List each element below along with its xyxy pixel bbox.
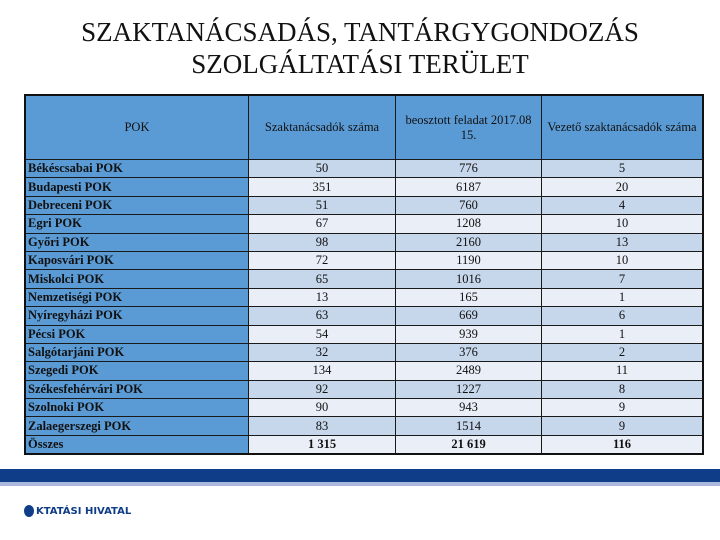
value-cell: 4 bbox=[542, 196, 704, 214]
value-cell: 376 bbox=[396, 343, 542, 361]
value-cell: 83 bbox=[249, 417, 396, 435]
value-cell: 9 bbox=[542, 399, 704, 417]
value-cell: 1227 bbox=[396, 380, 542, 398]
value-cell: 63 bbox=[249, 307, 396, 325]
table-row bbox=[25, 196, 703, 214]
table-row bbox=[25, 178, 703, 196]
table-row bbox=[25, 233, 703, 251]
pok-name-cell: Szegedi POK bbox=[25, 362, 249, 380]
value-cell: 92 bbox=[249, 380, 396, 398]
pok-name-cell: Kaposvári POK bbox=[25, 251, 249, 269]
value-cell: 165 bbox=[396, 288, 542, 306]
value-cell: 669 bbox=[396, 307, 542, 325]
value-cell: 9 bbox=[542, 417, 704, 435]
value-cell: 72 bbox=[249, 251, 396, 269]
table-row bbox=[25, 380, 703, 398]
value-cell: 65 bbox=[249, 270, 396, 288]
pok-name-cell: Békéscsabai POK bbox=[25, 160, 249, 178]
value-cell: 20 bbox=[542, 178, 704, 196]
value-cell: 1208 bbox=[396, 215, 542, 233]
value-cell: 13 bbox=[542, 233, 704, 251]
table-row bbox=[25, 215, 703, 233]
logo-circle-icon bbox=[24, 505, 34, 517]
value-cell: 32 bbox=[249, 343, 396, 361]
value-cell: 1514 bbox=[396, 417, 542, 435]
table-row bbox=[25, 362, 703, 380]
value-cell: 54 bbox=[249, 325, 396, 343]
pok-name-cell: Nemzetiségi POK bbox=[25, 288, 249, 306]
value-cell: 2 bbox=[542, 343, 704, 361]
pok-name-cell: Nyíregyházi POK bbox=[25, 307, 249, 325]
table-row bbox=[25, 160, 703, 178]
column-header: Vezető szaktanácsadók száma bbox=[542, 95, 704, 160]
pok-name-cell: Miskolci POK bbox=[25, 270, 249, 288]
value-cell: 8 bbox=[542, 380, 704, 398]
pok-name-cell: Salgótarjáni POK bbox=[25, 343, 249, 361]
value-cell: 21 619 bbox=[396, 435, 542, 454]
value-cell: 90 bbox=[249, 399, 396, 417]
total-row bbox=[25, 435, 703, 454]
oktatasi-hivatal-logo: KTATÁSI HIVATAL bbox=[24, 505, 131, 517]
value-cell: 2160 bbox=[396, 233, 542, 251]
value-cell: 1190 bbox=[396, 251, 542, 269]
value-cell: 6 bbox=[542, 307, 704, 325]
table-row bbox=[25, 251, 703, 269]
pok-name-cell: Egri POK bbox=[25, 215, 249, 233]
value-cell: 10 bbox=[542, 215, 704, 233]
value-cell: 2489 bbox=[396, 362, 542, 380]
column-header: Szaktanácsadók száma bbox=[249, 95, 396, 160]
value-cell: 11 bbox=[542, 362, 704, 380]
table-row bbox=[25, 417, 703, 435]
pok-name-cell: Zalaegerszegi POK bbox=[25, 417, 249, 435]
value-cell: 760 bbox=[396, 196, 542, 214]
pok-name-cell: Budapesti POK bbox=[25, 178, 249, 196]
column-header: beosztott feladat 2017.08 15. bbox=[396, 95, 542, 160]
value-cell: 13 bbox=[249, 288, 396, 306]
table-row bbox=[25, 307, 703, 325]
value-cell: 1 bbox=[542, 288, 704, 306]
table-row bbox=[25, 399, 703, 417]
value-cell: 351 bbox=[249, 178, 396, 196]
pok-name-cell: Összes bbox=[25, 435, 249, 454]
column-header: POK bbox=[25, 95, 249, 160]
value-cell: 98 bbox=[249, 233, 396, 251]
value-cell: 50 bbox=[249, 160, 396, 178]
pok-name-cell: Pécsi POK bbox=[25, 325, 249, 343]
pok-table bbox=[24, 94, 704, 455]
table-row bbox=[25, 325, 703, 343]
value-cell: 6187 bbox=[396, 178, 542, 196]
pok-name-cell: Debreceni POK bbox=[25, 196, 249, 214]
table-row bbox=[25, 270, 703, 288]
value-cell: 7 bbox=[542, 270, 704, 288]
value-cell: 1 bbox=[542, 325, 704, 343]
pok-name-cell: Győri POK bbox=[25, 233, 249, 251]
table-row bbox=[25, 343, 703, 361]
table-row bbox=[25, 288, 703, 306]
pok-name-cell: Szolnoki POK bbox=[25, 399, 249, 417]
value-cell: 776 bbox=[396, 160, 542, 178]
footer-band-light bbox=[0, 482, 720, 486]
value-cell: 10 bbox=[542, 251, 704, 269]
value-cell: 67 bbox=[249, 215, 396, 233]
value-cell: 116 bbox=[542, 435, 704, 454]
slide-title: SZAKTANÁCSADÁS, TANTÁRGYGONDOZÁS SZOLGÁLTATÁSI TERÜLET bbox=[81, 17, 639, 79]
pok-name-cell: Székesfehérvári POK bbox=[25, 380, 249, 398]
value-cell: 943 bbox=[396, 399, 542, 417]
value-cell: 51 bbox=[249, 196, 396, 214]
value-cell: 134 bbox=[249, 362, 396, 380]
footer-band bbox=[0, 469, 720, 482]
value-cell: 5 bbox=[542, 160, 704, 178]
value-cell: 1016 bbox=[396, 270, 542, 288]
value-cell: 1 315 bbox=[249, 435, 396, 454]
value-cell: 939 bbox=[396, 325, 542, 343]
